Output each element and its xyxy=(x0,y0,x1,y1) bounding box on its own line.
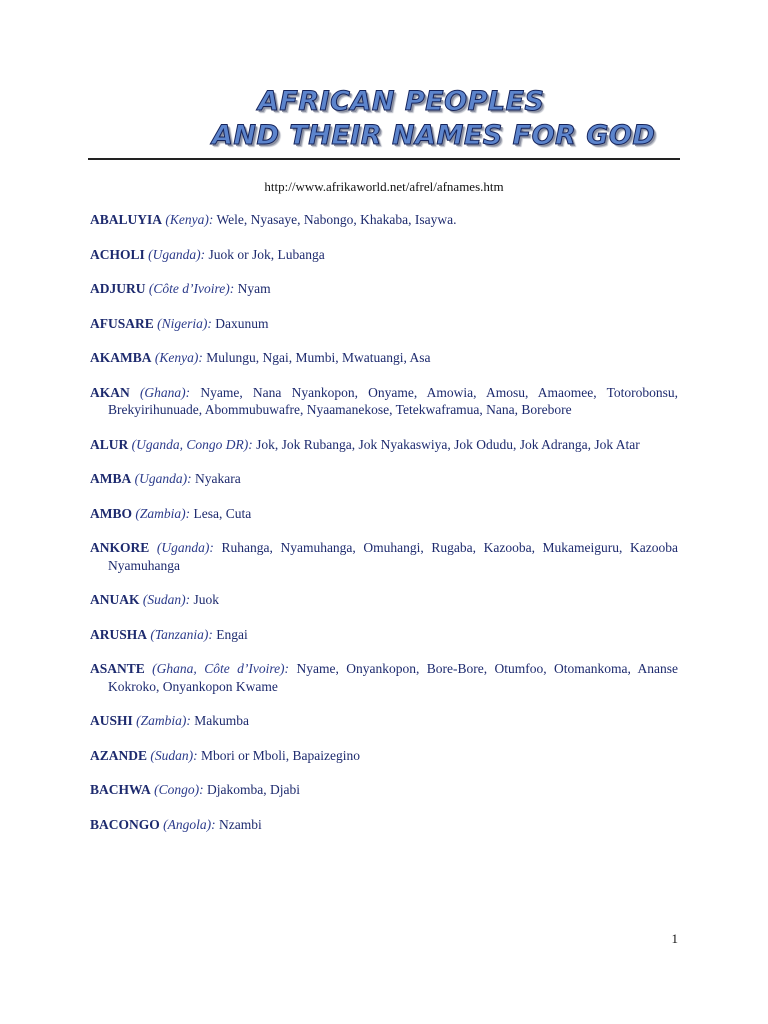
god-names: Juok or Jok, Lubanga xyxy=(208,246,325,262)
people-name: ALUR xyxy=(90,436,129,452)
god-names: Nyam xyxy=(237,281,271,296)
god-names: Juok xyxy=(193,592,220,607)
entries-list xyxy=(90,211,678,850)
entry-item xyxy=(90,211,678,229)
entry-item xyxy=(90,505,678,523)
god-names: Mulungu, Ngai, Mumbi, Mwatuangi, Asa xyxy=(206,350,431,365)
document-title xyxy=(0,86,768,156)
entry-item xyxy=(90,349,678,367)
god-names: Wele, Nyasaye, Nabongo, Khakaba, Isaywa. xyxy=(216,212,457,227)
country: (Tanzania): xyxy=(150,626,213,642)
god-names: Jok, Jok Rubanga, Jok Nyakaswiya, Jok Odudu, Jok Adranga, Jok Atar xyxy=(256,436,640,452)
country: (Sudan): xyxy=(150,747,198,763)
entry-item xyxy=(90,315,678,333)
people-name: ADJURU xyxy=(90,281,146,296)
people-name: AUSHI xyxy=(90,713,133,728)
people-name: ASANTE xyxy=(90,661,145,676)
country: (Uganda): xyxy=(134,471,192,486)
people-name: BACONGO xyxy=(90,816,160,832)
entry-item xyxy=(90,781,678,799)
god-names: Nyakara xyxy=(195,471,241,486)
entry-item xyxy=(90,280,678,298)
god-names: Lesa, Cuta xyxy=(193,505,252,521)
country: (Uganda): xyxy=(156,540,214,555)
people-name: ABALUYIA xyxy=(90,212,163,227)
people-name: ANUAK xyxy=(90,592,140,607)
title-divider xyxy=(88,158,680,160)
god-names: Ruhanga, Nyamuhanga, Omuhangi, Rugaba, Kazooba, Mukameiguru, Kazooba Nyamuhanga xyxy=(108,540,678,573)
entry-item xyxy=(90,660,678,695)
country: (Uganda, Congo DR): xyxy=(131,436,253,452)
people-name: AMBA xyxy=(90,471,132,486)
country: (Nigeria): xyxy=(157,315,212,331)
title-line-2: AND THEIR NAMES FOR GOD xyxy=(212,120,656,151)
god-names: Nzambi xyxy=(219,816,262,832)
entry-item xyxy=(90,591,678,609)
people-name: AKAMBA xyxy=(90,350,152,365)
god-names: Mbori or Mboli, Bapaizegino xyxy=(201,747,360,763)
title-line-1: AFRICAN PEOPLES xyxy=(258,86,545,117)
people-name: AZANDE xyxy=(90,747,148,763)
god-names: Nyame, Nana Nyankopon, Onyame, Amowia, Amosu, Amaomee, Totorobonsu, Brekyirihunuade, Abommubuwafre, Nyaamanekose, Tetekwaframua, Nana, Borebore xyxy=(108,384,679,417)
entry-item xyxy=(90,747,678,765)
country: (Uganda): xyxy=(148,246,206,262)
country: (Kenya): xyxy=(154,350,203,365)
source-url: http://www.afrikaworld.net/afrel/afnames.htm xyxy=(264,179,504,194)
entry-item xyxy=(90,626,678,644)
people-name: ACHOLI xyxy=(90,246,145,262)
entry-item xyxy=(90,246,678,264)
entry-item xyxy=(90,816,678,834)
country: (Zambia): xyxy=(136,713,191,728)
country: (Kenya): xyxy=(165,212,214,227)
god-names: Daxunum xyxy=(215,315,269,331)
people-name: AKAN xyxy=(90,384,130,400)
people-name: AMBO xyxy=(90,505,132,521)
entry-item xyxy=(90,712,678,730)
god-names: Nyame, Onyankopon, Bore-Bore, Otumfoo, Otomankoma, Ananse Kokroko, Onyankopon Kwame xyxy=(108,661,679,694)
country: (Ghana, Côte d’Ivoire): xyxy=(152,661,290,676)
country: (Ghana): xyxy=(139,384,191,400)
country: (Angola): xyxy=(163,816,216,832)
entry-item xyxy=(90,384,678,419)
people-name: ARUSHA xyxy=(90,626,148,642)
entry-item xyxy=(90,539,678,574)
country: (Congo): xyxy=(154,782,204,797)
entry-item xyxy=(90,436,678,454)
page-number: 1 xyxy=(671,931,678,946)
country: (Zambia): xyxy=(135,505,191,521)
people-name: AFUSARE xyxy=(90,315,154,331)
entry-item xyxy=(90,470,678,488)
god-names: Engai xyxy=(216,626,248,642)
country: (Côte d’Ivoire): xyxy=(148,281,235,296)
god-names: Djakomba, Djabi xyxy=(207,782,300,797)
god-names: Makumba xyxy=(194,713,250,728)
people-name: ANKORE xyxy=(90,540,150,555)
country: (Sudan): xyxy=(142,592,191,607)
people-name: BACHWA xyxy=(90,782,151,797)
